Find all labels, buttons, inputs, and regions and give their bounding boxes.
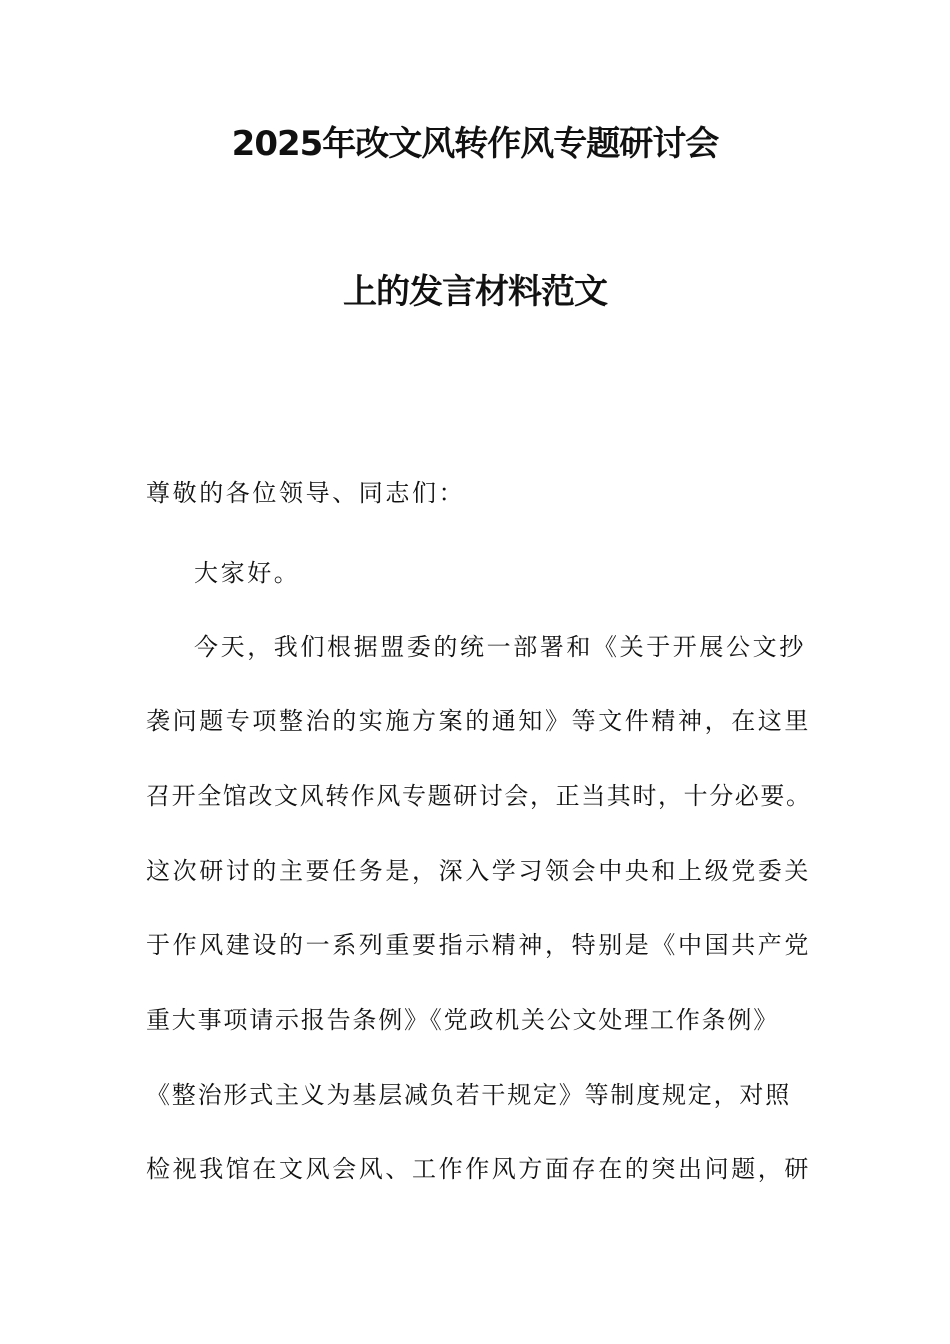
document-title-line-2: 上的发言材料范文 (343, 272, 607, 312)
greeting: 大家好。 (194, 559, 301, 587)
paragraph-line-6: 重大事项请示报告条例》《党政机关公文处理工作条例》 (146, 1006, 779, 1034)
salutation: 尊敬的各位领导、同志们： (146, 479, 466, 507)
paragraph-line-5: 于作风建设的一系列重要指示精神，特别是《中国共产党 (146, 931, 811, 959)
paragraph-line-8: 检视我馆在文风会风、工作作风方面存在的突出问题，研 (146, 1155, 811, 1183)
paragraph-line-4: 这次研讨的主要任务是，深入学习领会中央和上级党委关 (146, 857, 811, 885)
paragraph-line-3: 召开全馆改文风转作风专题研讨会，正当其时，十分必要。 (146, 782, 812, 810)
paragraph-line-1: 今天，我们根据盟委的统一部署和《关于开展公文抄 (194, 633, 806, 661)
paragraph-line-7: 《整治形式主义为基层减负若干规定》等制度规定，对照 (146, 1081, 791, 1109)
document-title-line-1: 2025年改文风转作风专题研讨会 (231, 124, 719, 164)
paragraph-line-2: 袭问题专项整治的实施方案的通知》等文件精神，在这里 (146, 707, 811, 735)
